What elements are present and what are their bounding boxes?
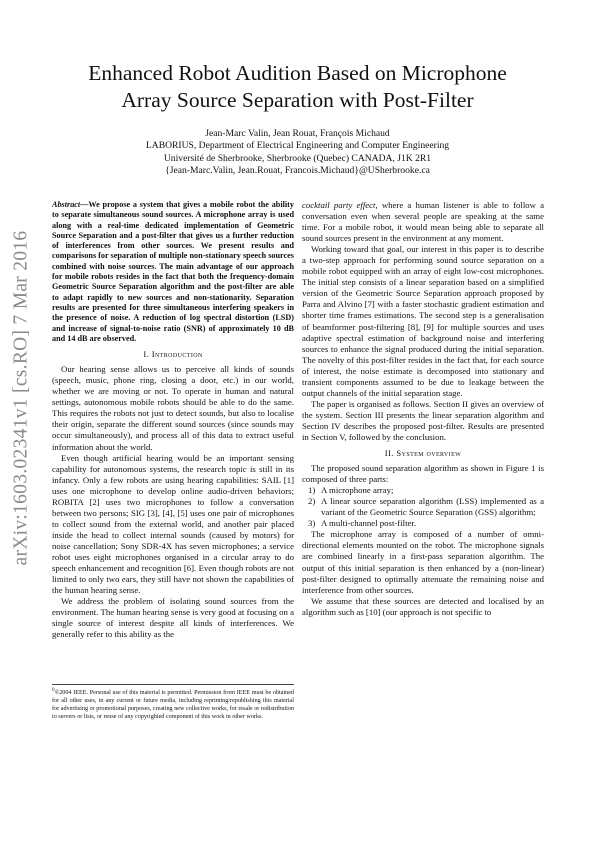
author-block	[55, 128, 540, 178]
section-heading-system-overview	[302, 448, 544, 459]
list-item-text: A linear source separation algorithm (LSS) implemented as a variant of the Geometric Source Separation (GSS) algorithm;	[321, 496, 544, 518]
arxiv-stamp-text: arXiv:1603.02341v1 [cs.RO] 7 Mar 2016	[10, 230, 32, 566]
copyright-footnote	[52, 684, 294, 721]
overview-paragraph-3: We assume that these sources are detected and localised by an algorithm such as [10] (our approach is not specific to	[302, 595, 544, 617]
author-names: Jean-Marc Valin, Jean Rouat, François Michaud	[205, 128, 390, 139]
section-number: II.	[384, 448, 394, 459]
intro-paragraph-3-end: , where a human listener is able to follow a conversation even when several people are speaking at the same time. For a mobile robot, it would mean being able to separate all sound sources present in the environment at any moment.	[302, 200, 545, 244]
author-emails: {Jean-Marc.Valin, Jean.Rouat, Francois.Michaud}@USherbrooke.ca	[165, 165, 430, 177]
section-heading-introduction	[52, 349, 294, 360]
list-item	[302, 496, 544, 518]
arxiv-stamp	[8, 208, 34, 588]
list-item-text: A multi-channel post-filter.	[321, 518, 417, 529]
footnote-text: ©2004 IEEE. Personal use of this material is permitted. Permission from IEEE must be obtained for all other uses, in any current or future media, including reprinting/republishing this material for advertising or promotional purposes, creating new collective works, for resale or redistribution to servers or lists, or reuse of any copyrighted component of this work in other works.	[52, 690, 294, 721]
system-parts-list	[302, 485, 544, 529]
affiliation-line-2: Université de Sherbrooke, Sherbrooke (Quebec) CANADA, J1K 2R1	[163, 152, 432, 164]
section-title: System overview	[396, 448, 462, 459]
overview-paragraph-1: The proposed sound separation algorithm as shown in Figure 1 is composed of three parts:	[302, 463, 544, 485]
list-item-number: 2)	[308, 496, 316, 507]
section-number: I.	[143, 349, 150, 360]
right-column	[302, 200, 544, 618]
list-item-number: 3)	[308, 518, 316, 529]
overview-paragraph-2: The microphone array is composed of a number of omni-directional elements mounted on the robot. The microphone signals are combined linearly in a first-pass separation algorithm. The output of this initial separation is then enhanced by a (non-linear) post-filter designed to optimally attenuate the remaining noise and interference from other sources.	[302, 529, 544, 595]
intro-paragraph-3-start: We address the problem of isolating sound sources from the environment. The human hearing sense is very good at focusing on a single source of interest despite all kinds of interferences. We generally refer to this ability as the	[52, 596, 294, 640]
footnote-mark: 0	[52, 687, 55, 693]
list-item	[302, 518, 544, 529]
left-column	[52, 200, 294, 640]
abstract-text: —We propose a system that gives a mobile robot the ability to separate simultaneous sound sources. A microphone array is used along with a real-time dedicated implementation of Geometric Source Separation and a post-filter that gives us a further reduction of interferences from other sources. We present results and comparisons for separation of multiple non-stationary speech sources combined with noise sources. The main advantage of our approach for mobile robots resides in the fact that both the frequency-domain Geometric Source Separation algorithm and the post-filter are able to adapt rapidly to new sources and non-stationarity. Separation results are presented for three simultaneous interfering speakers in the presence of noise. A reduction of log spectral distortion (LSD) and increase of signal-to-noise ratio (SNR) of approximately 10 dB and 14 dB are observed.	[52, 200, 294, 343]
list-item-number: 1)	[308, 485, 316, 496]
intro-paragraph-2: Even though artificial hearing would be an important sensing capability for autonomous systems, the research topic is still in its infancy. Only a few robots are using hearing capabilities: SAIL [1] uses one microphone to develop online audio-driven behaviors; ROBITA [2] uses two microphones to follow a conversation between two persons; SIG [3], [4], [5] uses one pair of microphones to collect sound from the external world, and another pair placed inside the head to collect internal sounds (caused by motors) for noise cancellation; Sony SDR-4X has seven microphones; a service robot uses eight microphones organised in a circular array to do speech enhancement and recognition [6]. Even though robots are not limited to only two ears, they still have not shown the capabilities of the human hearing sense.	[52, 452, 294, 596]
section-title: Introduction	[151, 349, 203, 360]
paper-title	[55, 60, 540, 114]
intro-paragraph-5: The paper is organised as follows. Section II gives an overview of the system. Section III presents the linear separation algorithm and Section IV describes the proposed post-filter. Results are presented in Section V, followed by the conclusion.	[302, 398, 544, 442]
abstract-label: Abstract	[52, 200, 81, 209]
intro-paragraph-1: Our hearing sense allows us to perceive all kinds of sounds (speech, music, phone ring, closing a door, etc.) in our world, whether we are moving or not. To operate in human and natural settings, autonomous mobile robots should be able to do the same. This requires the robots not just to detect sounds, but also to localise their origin, separate the different sound sources (since sounds may occur simultaneously), and process all of this data to extract useful information about the world.	[52, 364, 294, 452]
intro-paragraph-4: Working toward that goal, our interest in this paper is to describe a two-step approach for performing sound source separation on a mobile robot equipped with an array of eight low-cost microphones. The initial step consists of a linear separation based on a simplified version of the Geometric Source Separation approach proposed by Parra and Alvino [7] with a faster stochastic gradient estimation and shorter time frames estimations. The second step is a generalisation of beamformer post-filtering [8], [9] for multiple sources and uses adaptive spectral estimation of background noise and interfering sources to enhance the signal produced during the initial separation. The novelty of this post-filter resides in the fact that, for each source of interest, the noise estimate is decomposed into stationary and transient components assumed to be due to leakage between the output channels of the initial separation stage.	[302, 244, 544, 398]
title-line-1: Enhanced Robot Audition Based on Microphone	[88, 61, 507, 85]
list-item-text: A microphone array;	[321, 485, 394, 496]
intro-paragraph-3	[52, 596, 294, 640]
intro-paragraph-3-continued	[302, 200, 544, 244]
abstract	[52, 200, 294, 344]
title-line-2: Array Source Separation with Post-Filter	[121, 88, 474, 112]
affiliation-line-1: LABORIUS, Department of Electrical Engineering and Computer Engineering	[145, 140, 450, 152]
list-item	[302, 485, 544, 496]
cocktail-party-term: cocktail party effect	[302, 200, 376, 210]
